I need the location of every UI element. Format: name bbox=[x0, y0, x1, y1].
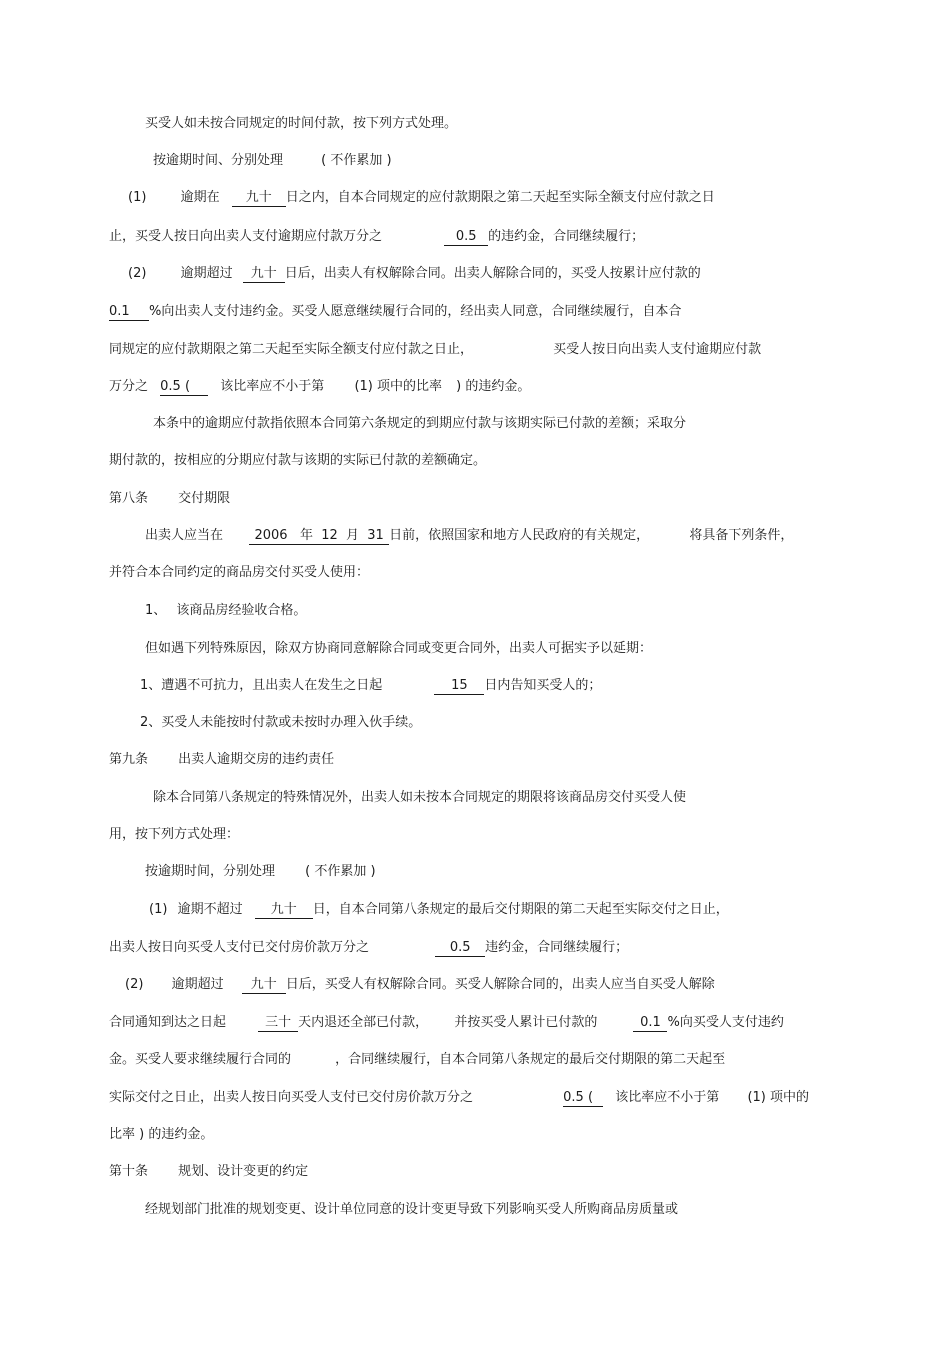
seller-clause-2-continue bbox=[109, 1051, 725, 1069]
text: 按逾期时间、分别处理 bbox=[153, 153, 284, 168]
filled-blank: 0.5 ( bbox=[563, 1090, 603, 1107]
filled-blank: 九十 bbox=[232, 190, 286, 207]
filled-blank: 三十 bbox=[258, 1015, 298, 1032]
article-9-heading bbox=[109, 751, 334, 769]
text: (1) 项中的 bbox=[747, 1090, 810, 1105]
exception-1 bbox=[140, 677, 601, 695]
text: 按逾期时间，分别处理 bbox=[145, 864, 276, 879]
article-title: 规划、设计变更的约定 bbox=[178, 1164, 309, 1179]
filled-blank: 15 bbox=[434, 678, 484, 695]
text: 日内告知买受人的； bbox=[484, 678, 602, 693]
text: 止，买受人按日向出卖人支付逾期应付款万分之 bbox=[109, 229, 383, 244]
text: 该商品房经验收合格。 bbox=[176, 603, 307, 618]
text: 出卖人应当在 bbox=[145, 528, 224, 543]
clause-1-overdue-within bbox=[128, 189, 715, 207]
clause-2-continue bbox=[109, 341, 761, 359]
text: ，合同继续履行，自本合同第八条规定的最后交付期限的第二天起至 bbox=[335, 1052, 726, 1067]
text: 日之内，自本合同规定的应付款期限之第二天起至实际全额支付应付款之日 bbox=[285, 190, 715, 205]
filled-blank: 九十 bbox=[243, 266, 285, 283]
text: ) 的违约金。 bbox=[456, 379, 531, 394]
paragraph-definition: 本条中的逾期应付款指依照本合同第六条规定的到期应付款与该期实际已付款的差额；采取分 bbox=[153, 416, 687, 431]
seller-clause-2-rate bbox=[109, 1089, 809, 1107]
text: 该比率应不小于第 bbox=[220, 379, 325, 394]
paragraph-seller-late-cont: 用，按下列方式处理： bbox=[109, 827, 240, 842]
seller-clause-2-rate-cont: 比率 ) 的违约金。 bbox=[109, 1127, 214, 1142]
text: 并按买受人累计已付款的 bbox=[454, 1015, 598, 1030]
text: 违约金，合同继续履行； bbox=[485, 940, 629, 955]
item-number: 1、 bbox=[145, 603, 167, 618]
text: ( 不作累加 ) bbox=[305, 864, 376, 879]
seller-clause-1 bbox=[149, 901, 729, 919]
filled-blank: 0.5 bbox=[435, 940, 485, 957]
filled-blank: 九十 bbox=[242, 977, 286, 994]
item-number: (1) bbox=[128, 190, 147, 205]
filled-blank: 0.5 ( bbox=[160, 379, 208, 396]
paragraph-overdue-method bbox=[153, 152, 392, 170]
filled-blank-date: 2006 年 12 月 31 bbox=[249, 528, 389, 545]
filled-blank: 九十 bbox=[255, 902, 313, 919]
seller-clause-2-refund bbox=[109, 1014, 784, 1032]
text: 日前，依照国家和地方人民政府的有关规定， bbox=[389, 528, 650, 543]
article-title: 交付期限 bbox=[178, 491, 231, 506]
text: 买受人按日向出卖人支付逾期应付款 bbox=[553, 342, 762, 357]
text: 逾期不超过 bbox=[177, 902, 243, 917]
paragraph-seller-method bbox=[145, 863, 376, 881]
text: 的违约金，合同继续履行； bbox=[488, 229, 645, 244]
text: 同规定的应付款期限之第二天起至实际全额支付应付款之日止， bbox=[109, 342, 474, 357]
exception-2: 2、买受人未能按时付款或未按时办理入伙手续。 bbox=[140, 715, 422, 730]
paragraph-design-change: 经规划部门批准的规划变更、设计单位同意的设计变更导致下列影响买受人所购商品房质量或 bbox=[145, 1202, 679, 1217]
paragraph-definition-cont: 期付款的，按相应的分期应付款与该期的实际已付款的差额确定。 bbox=[109, 453, 487, 468]
clause-2-penalty bbox=[109, 303, 681, 321]
text: 出卖人按日向买受人支付已交付房价款万分之 bbox=[109, 940, 370, 955]
text: 逾期在 bbox=[180, 190, 220, 205]
clause-2-overdue-exceed bbox=[128, 265, 701, 283]
text: 该比率应不小于第 bbox=[615, 1090, 720, 1105]
text: 1、遭遇不可抗力，且出卖人在发生之日起 bbox=[140, 678, 383, 693]
clause-1-penalty bbox=[109, 228, 644, 246]
item-number: (2) bbox=[128, 266, 147, 281]
text: 金。买受人要求继续履行合同的 bbox=[109, 1052, 292, 1067]
text: 将具备下列条件， bbox=[689, 528, 794, 543]
filled-blank: 0.1 bbox=[633, 1015, 667, 1032]
condition-1 bbox=[145, 602, 306, 620]
text: 万分之 bbox=[109, 379, 149, 394]
article-8-heading bbox=[109, 490, 230, 508]
seller-clause-1-penalty bbox=[109, 939, 628, 957]
article-number: 第十条 bbox=[109, 1164, 149, 1179]
text: 实际交付之日止，出卖人按日向买受人支付已交付房价款万分之 bbox=[109, 1090, 474, 1105]
text: (1) 项中的比率 bbox=[354, 379, 443, 394]
item-number: (2) bbox=[125, 977, 144, 992]
article-number: 第八条 bbox=[109, 491, 149, 506]
paragraph-seller-late: 除本合同第八条规定的特殊情况外，出卖人如未按本合同规定的期限将该商品房交付买受人使 bbox=[153, 790, 687, 805]
filled-blank: 0.5 bbox=[444, 229, 488, 246]
paragraph-delivery-date bbox=[145, 527, 793, 545]
item-number: (1) bbox=[149, 902, 168, 917]
text: 天内退还全部已付款， bbox=[298, 1015, 429, 1030]
text: 逾期超过 bbox=[180, 266, 233, 281]
text: 逾期超过 bbox=[171, 977, 224, 992]
seller-clause-2 bbox=[125, 976, 715, 994]
text: %向买受人支付违约 bbox=[667, 1015, 784, 1030]
article-10-heading bbox=[109, 1163, 308, 1181]
text: 日后，买受人有权解除合同。买受人解除合同的，出卖人应当自买受人解除 bbox=[285, 977, 715, 992]
article-title: 出卖人逾期交房的违约责任 bbox=[178, 752, 335, 767]
paragraph-delivery-cond: 并符合本合同约定的商品房交付买受人使用： bbox=[109, 565, 370, 580]
paragraph-exceptions: 但如遇下列特殊原因，除双方协商同意解除合同或变更合同外，出卖人可据实予以延期： bbox=[145, 641, 653, 656]
clause-2-rate bbox=[109, 378, 530, 396]
filled-blank: 0.1 bbox=[109, 304, 149, 321]
text: ( 不作累加 ) bbox=[321, 153, 392, 168]
text: 日，自本合同第八条规定的最后交付期限的第二天起至实际交付之日止， bbox=[312, 902, 729, 917]
article-number: 第九条 bbox=[109, 752, 149, 767]
paragraph-payment-intro: 买受人如未按合同规定的时间付款，按下列方式处理。 bbox=[145, 116, 458, 131]
text: %向出卖人支付违约金。买受人愿意继续履行合同的，经出卖人同意，合同继续履行，自本合 bbox=[149, 304, 682, 319]
text: 合同通知到达之日起 bbox=[109, 1015, 227, 1030]
text: 日后，出卖人有权解除合同。出卖人解除合同的，买受人按累计应付款的 bbox=[284, 266, 701, 281]
